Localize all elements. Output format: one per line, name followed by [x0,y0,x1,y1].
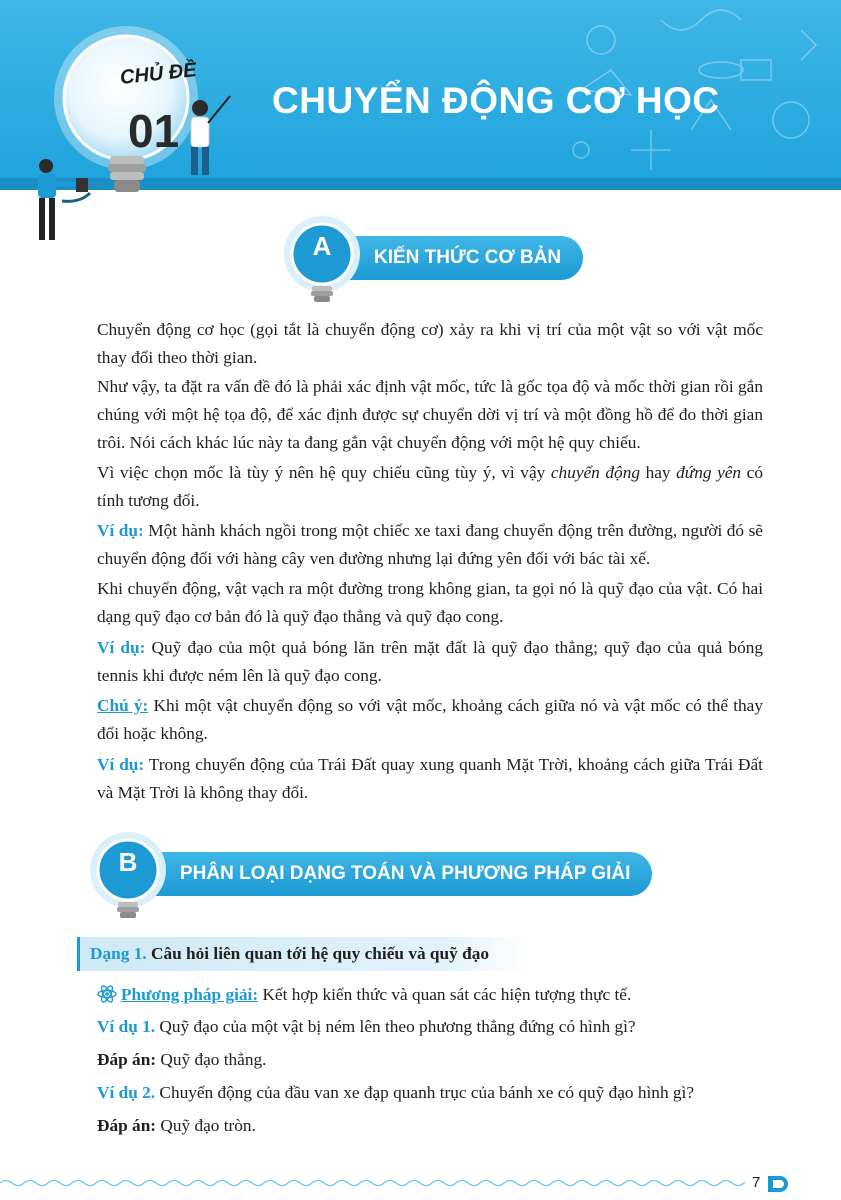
answer-text: Quỹ đạo tròn. [156,1116,256,1135]
chapter-title: CHUYỂN ĐỘNG CƠ HỌC [272,80,720,121]
page-number: 7 [752,1174,761,1191]
method-text: Kết hợp kiến thức và quan sát các hiện tượng thực tế. [258,985,632,1004]
p3-text-a: Vì việc chọn mốc là tùy ý nên hệ quy chiếu cũng tùy ý, vì vậy [97,463,551,482]
example-1-question [97,1013,763,1041]
example-2-text: Chuyển động của đầu van xe đạp quanh trục của bánh xe có quỹ đạo hình gì? [155,1083,695,1102]
method-label: Phương pháp giải: [121,985,259,1004]
example-2-label: Ví dụ 2. [97,1083,156,1102]
note-text: Khi một vật chuyển động so với vật mốc, khoảng cách giữa nó và vật mốc có thể thay đổi hoặc không. [97,696,763,743]
paragraph-definition: Chuyển động cơ học (gọi tắt là chuyển động cơ) xảy ra khi vị trí của một vật so với vật mốc thay đổi theo thời gian. [97,320,763,367]
p3-emphasis-motion: chuyển động [550,463,640,482]
section-b-letter: B [118,847,138,877]
example-2-answer [97,1112,763,1140]
p3-text-c: có tính tương đối. [97,463,763,510]
example-1-text: Quỹ đạo của một vật bị ném lên theo phương thẳng đứng có hình gì? [155,1017,636,1036]
problem-type-title: Câu hỏi liên quan tới hệ quy chiếu và quỹ đạo [146,944,489,963]
problem-type-bar [77,937,530,971]
section-a-title: KIẾN THỨC CƠ BẢN [322,236,583,280]
section-b-header [88,826,631,916]
answer-label: Đáp án: [97,1050,157,1069]
chapter-number: 01 [128,105,180,157]
example-text: Trong chuyển động của Trái Đất quay xung quanh Mặt Trời, khoảng cách giữa Trái Đất và Mặt Trời là không thay đổi. [97,755,763,802]
example-text: Quỹ đạo của một quả bóng lăn trên mặt đất là quỹ đạo thẳng; quỹ đạo của quả bóng tennis khi được ném lên là quỹ đạo cong. [97,638,763,685]
footer-wave-divider [0,1178,745,1188]
paragraph-trajectory: Khi chuyển động, vật vạch ra một đường trong không gian, ta gọi nó là quỹ đạo của vật. Có hai dạng quỹ đạo cơ bản đó là quỹ đạo thẳng và quỹ đạo cong. [97,579,763,626]
paragraph-example-ball [97,634,763,690]
example-1-label: Ví dụ 1. [97,1017,156,1036]
section-a-letter: A [312,231,332,261]
example-text: Một hành khách ngồi trong một chiếc xe taxi đang chuyển động trên đường, người đó sẽ chuyển động đối với hàng cây ven đường nhưng lại đứng yên đối với bác tài xế. [97,521,763,568]
chapter-label: CHỦ ĐỀ [119,59,198,89]
answer-label: Đáp án: [97,1116,157,1135]
paragraph-note [97,692,763,748]
paragraph-example-taxi [97,517,763,573]
note-label: Chú ý: [97,696,149,715]
paragraph-example-earth [97,751,763,807]
example-label: Ví dụ: [97,521,144,540]
p3-text-b: hay [639,463,677,482]
paragraph-reference-frame: Như vậy, ta đặt ra vấn đề đó là phải xác định vật mốc, tức là gốc tọa độ và mốc thời gian rồi gắn chúng với một hệ tọa độ, để xác định được sự chuyển dời vị trí và một đồng hồ để đo thời gian trôi. Nói cách khác lúc này ta đang gắn vật chuyển động với một hệ quy chiếu. [97,377,763,452]
p3-emphasis-rest: đứng yên [676,463,742,482]
example-1-answer [97,1046,763,1074]
section-b-title: PHÂN LOẠI DẠNG TOÁN VÀ PHƯƠNG PHÁP GIẢI [128,852,652,896]
answer-text: Quỹ đạo thẳng. [156,1050,267,1069]
example-2-question [97,1079,763,1107]
paragraph-relativity [97,459,763,515]
example-label: Ví dụ: [97,755,145,774]
chapter-bulb-badge [30,18,280,248]
publisher-logo-icon [766,1174,792,1194]
section-a-header [282,210,562,300]
problem-type-number: Dạng 1. [90,944,147,963]
method-line [97,981,763,1009]
example-label: Ví dụ: [97,638,146,657]
atom-icon [97,984,117,1004]
